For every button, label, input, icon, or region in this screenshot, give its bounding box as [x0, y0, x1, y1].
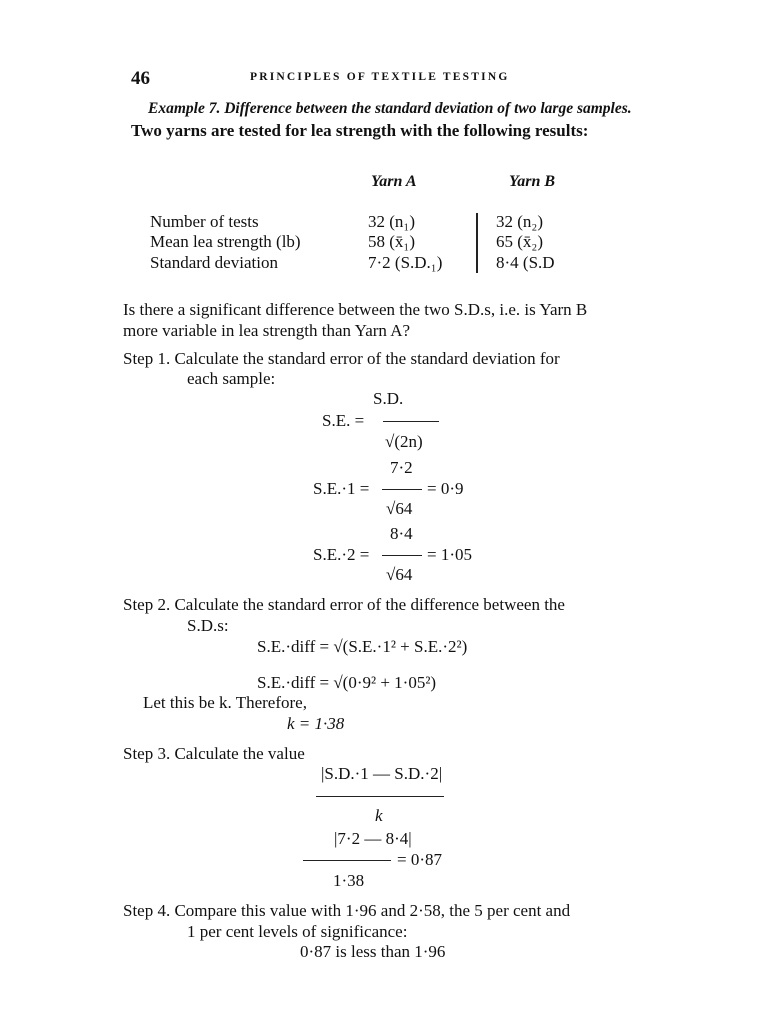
value-calc-fraction-bar	[303, 860, 391, 861]
value-formula-numerator: |S.D.·1 — S.D.·2|	[321, 764, 443, 783]
cell-yarn-a-sd: 7·2 (S.D.₁)	[368, 253, 443, 272]
value-calc-numerator: |7·2 — 8·4|	[334, 829, 412, 848]
cell-yarn-b-mean: 65 (x̄₂)	[496, 232, 543, 251]
question-line-1: Is there a significant difference between the two S.D.s, i.e. is Yarn B	[123, 300, 588, 319]
value-calc-denominator: 1·38	[333, 871, 365, 890]
se2-lhs: S.E.·2 =	[313, 545, 370, 564]
value-formula-denominator: k	[375, 806, 383, 825]
column-header-yarn-a: Yarn A	[371, 173, 417, 190]
example-title: Example 7. Difference between the standard deviation of two large samples.	[148, 100, 632, 117]
se-formula-denominator: √(2n)	[385, 432, 423, 451]
k-value: k = 1·38	[287, 714, 345, 733]
step-4-conclusion: 0·87 is less than 1·96	[300, 942, 446, 961]
page-number: 46	[131, 68, 150, 89]
column-header-yarn-b: Yarn B	[509, 173, 556, 190]
se-formula-fraction-bar	[383, 421, 439, 422]
step-1-line-1: Step 1. Calculate the standard error of the standard deviation for	[123, 349, 560, 368]
se1-numerator: 7·2	[390, 458, 413, 477]
se1-denominator: √64	[386, 499, 413, 518]
se-diff-values: S.E.·diff = √(0·9² + 1·05²)	[257, 673, 437, 692]
row-label-mean-lea-strength: Mean lea strength (lb)	[150, 232, 301, 251]
step-2-line-2: S.D.s:	[187, 616, 229, 635]
question-line-2: more variable in lea strength than Yarn A?	[123, 321, 411, 340]
row-label-number-of-tests: Number of tests	[150, 212, 259, 231]
step-4-line-1: Step 4. Compare this value with 1·96 and 2·58, the 5 per cent and	[123, 901, 571, 920]
running-title: PRINCIPLES OF TEXTILE TESTING	[250, 71, 510, 83]
value-formula-fraction-bar	[316, 796, 444, 797]
cell-yarn-a-tests: 32 (n₁)	[368, 212, 415, 231]
example-intro: Two yarns are tested for lea strength with the following results:	[131, 121, 589, 140]
se2-result: = 1·05	[427, 545, 472, 564]
table-divider	[476, 213, 478, 273]
step-3-line-1: Step 3. Calculate the value	[123, 744, 305, 763]
se-formula-lhs: S.E. =	[322, 411, 365, 430]
step-4-line-2: 1 per cent levels of significance:	[187, 922, 408, 941]
se1-lhs: S.E.·1 =	[313, 479, 370, 498]
cell-yarn-b-sd: 8·4 (S.D	[496, 253, 555, 272]
step-1-line-2: each sample:	[187, 369, 276, 388]
step-2-line-1: Step 2. Calculate the standard error of the difference between the	[123, 595, 565, 614]
se2-numerator: 8·4	[390, 524, 413, 543]
let-k-text: Let this be k. Therefore,	[143, 693, 307, 712]
se-formula-numerator: S.D.	[373, 389, 404, 408]
cell-yarn-b-tests: 32 (n₂)	[496, 212, 543, 231]
se2-denominator: √64	[386, 565, 413, 584]
cell-yarn-a-mean: 58 (x̄₁)	[368, 232, 415, 251]
se2-fraction-bar	[382, 555, 422, 556]
se-diff-formula: S.E.·diff = √(S.E.·1² + S.E.·2²)	[257, 637, 468, 656]
se1-fraction-bar	[382, 489, 422, 490]
value-calc-result: = 0·87	[397, 850, 442, 869]
row-label-standard-deviation: Standard deviation	[150, 253, 278, 272]
se1-result: = 0·9	[427, 479, 464, 498]
